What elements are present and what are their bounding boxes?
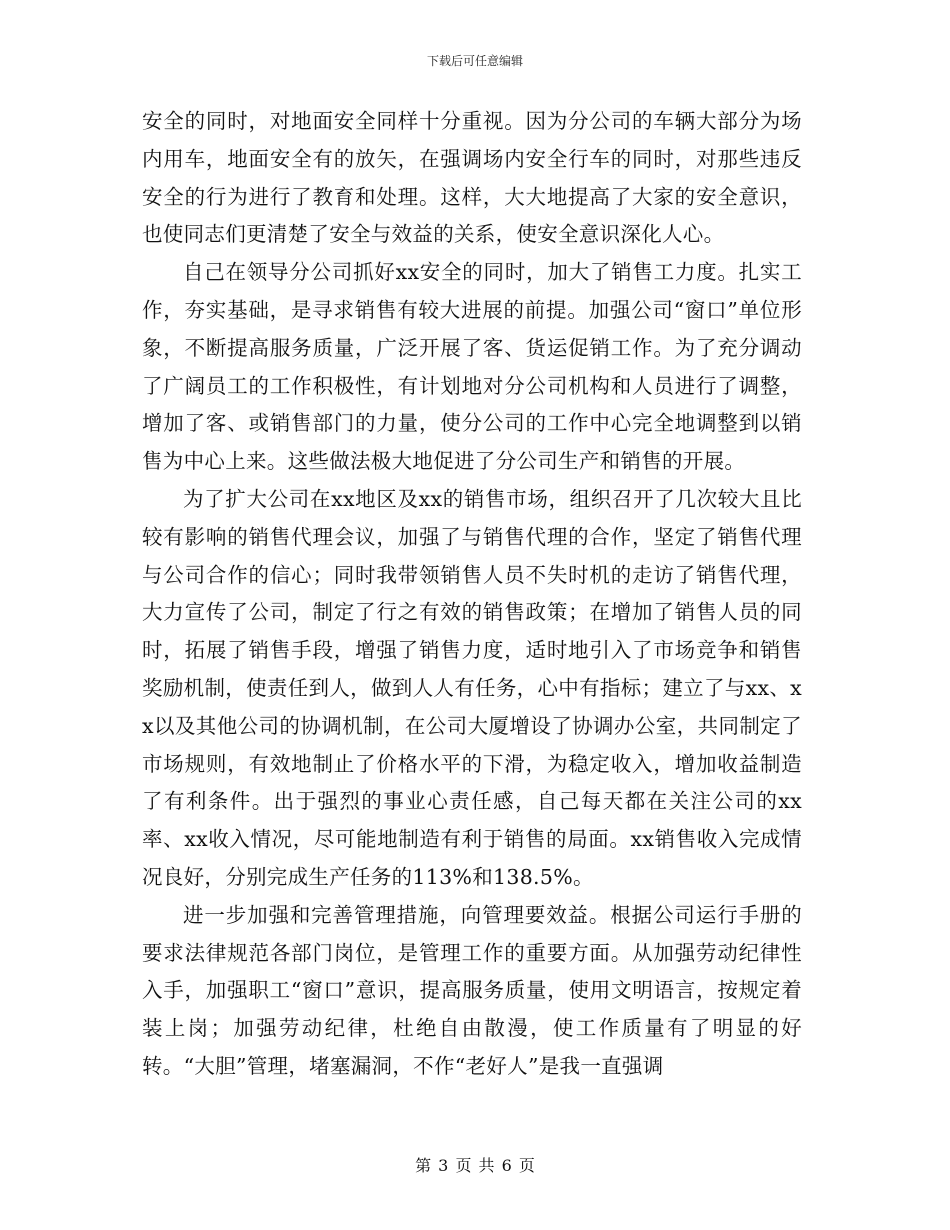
page-header-note: 下载后可任意编辑: [426, 54, 523, 68]
page-number-footer: 第 3 页 共 6 页: [415, 1156, 535, 1175]
document-body: [142, 103, 802, 1086]
paragraph-sales-effort: 自己在领导分公司抓好xx安全的同时，加大了销售工力度。扎实工作，夯实基础，是寻求销售有较大进展的前提。加强公司“窗口”单位形象，不断提高服务质量，广泛开展了客、货运促销工作。为了充分调动了广阔员工的工作积极性，有计划地对分公司机构和人员进行了调整，增加了客、或销售部门的力量，使分公司的工作中心完全地调整到以销售为中心上来。这些做法极大地促进了分公司生产和销售的开展。: [142, 260, 802, 474]
paragraph-continuation: 安全的同时，对地面安全同样十分重视。因为分公司的车辆大部分为场内用车，地面安全有的放矢，在强调场内安全行车的同时，对那些违反安全的行为进行了教育和处理。这样，大大地提高了大家的安全意识，也使同志们更清楚了安全与效益的关系，使安全意识深化人心。: [142, 109, 802, 247]
paragraph-management-measures: 进一步加强和完善管理措施，向管理要效益。根据公司运行手册的要求法律规范各部门岗位，是管理工作的重要方面。从加强劳动纪律性入手，加强职工“窗口”意识，提高服务质量，使用文明语言，按规定着装上岗；加强劳动纪律，杜绝自由散漫，使工作质量有了明显的好转。“大胆”管理，堵塞漏洞，不作“老好人”是我一直强调: [142, 902, 802, 1078]
paragraph-market-expansion: 为了扩大公司在xx地区及xx的销售市场，组织召开了几次较大且比较有影响的销售代理会议，加强了与销售代理的合作，坚定了销售代理与公司合作的信心；同时我带领销售人员不失时机的走访了销售代理，大力宣传了公司，制定了行之有效的销售政策；在增加了销售人员的同时，拓展了销售手段，增强了销售力度，适时地引入了市场竞争和销售奖励机制，使责任到人，做到人人有任务，心中有指标；建立了与xx、xx以及其他公司的协调机制，在公司大厦增设了协调办公室，共同制定了市场规则，有效地制止了价格水平的下滑，为稳定收入，增加收益制造了有利条件。出于强烈的事业心责任感，自己每天都在关注公司的xx率、xx收入情况，尽可能地制造有利于销售的局面。xx销售收入完成情况良好，分别完成生产任务的113%和138.5%。: [142, 486, 802, 889]
